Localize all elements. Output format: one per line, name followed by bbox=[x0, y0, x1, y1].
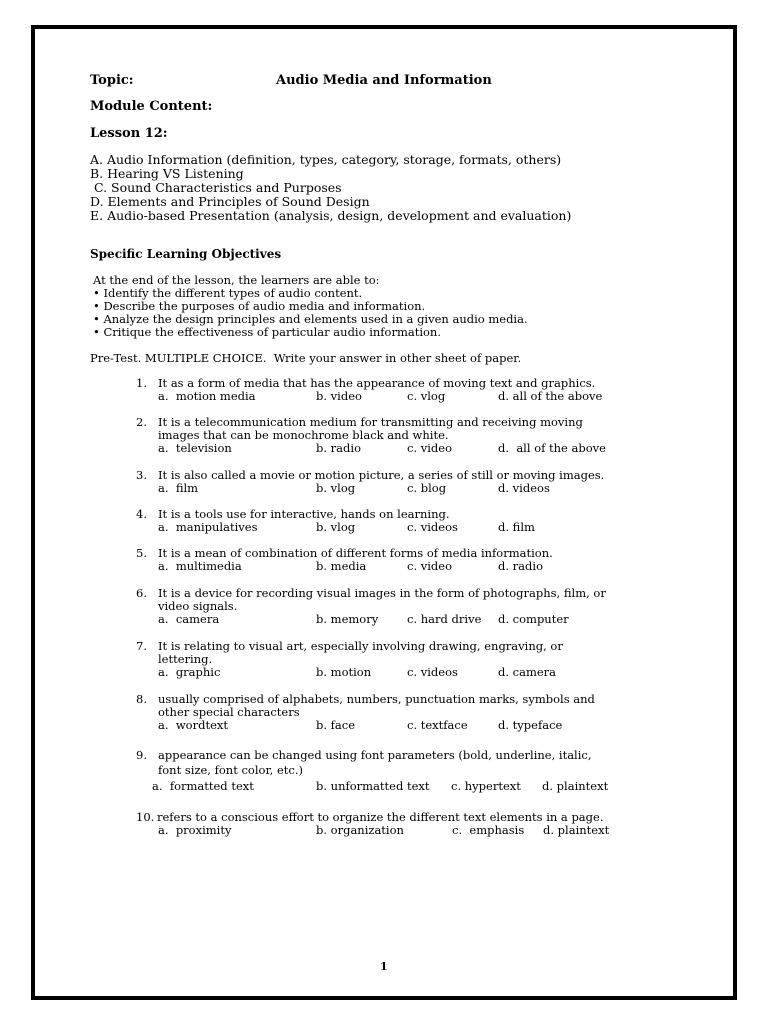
answer-option: c. textface bbox=[407, 718, 468, 732]
answer-option: b. unformatted text bbox=[316, 779, 430, 793]
answer-option: a. formatted text bbox=[152, 779, 254, 793]
question-text: video signals. bbox=[158, 599, 238, 613]
answer-option: b. organization bbox=[316, 823, 404, 837]
module-content-heading: Module Content: bbox=[90, 99, 213, 114]
outline-item: E. Audio-based Presentation (analysis, design, development and evaluation) bbox=[90, 208, 572, 223]
question-number: 8. bbox=[136, 692, 147, 706]
pretest-instructions: Pre-Test. MULTIPLE CHOICE. Write your answer in other sheet of paper. bbox=[90, 351, 522, 365]
answer-option: c. video bbox=[407, 559, 453, 573]
answer-option: d. camera bbox=[498, 665, 557, 679]
answer-option: b. video bbox=[316, 389, 362, 403]
answer-option: a. motion media bbox=[158, 389, 256, 403]
question-text: lettering. bbox=[158, 652, 213, 666]
answer-option: c. videos bbox=[407, 520, 458, 534]
question-text: It is relating to visual art, especially involving drawing, engraving, or bbox=[158, 639, 563, 653]
answer-option: d. typeface bbox=[498, 718, 563, 732]
objectives-intro: At the end of the lesson, the learners are able to: bbox=[93, 273, 380, 287]
question-text: It is a device for recording visual images in the form of photographs, film, or bbox=[158, 586, 606, 600]
question-text: It is a mean of combination of different forms of media information. bbox=[158, 546, 553, 560]
question-number: 9. bbox=[136, 748, 147, 762]
answer-option: c. video bbox=[407, 441, 453, 455]
answer-option: d. radio bbox=[498, 559, 543, 573]
answer-option: a. film bbox=[158, 481, 199, 495]
question-number: 5. bbox=[136, 546, 147, 560]
answer-option: b. motion bbox=[316, 665, 372, 679]
objectives-heading: Specific Learning Objectives bbox=[90, 247, 282, 261]
question-text: refers to a conscious effort to organize the different text elements in a page. bbox=[157, 810, 604, 824]
answer-option: b. media bbox=[316, 559, 367, 573]
objective-item: • Identify the different types of audio content. bbox=[93, 286, 363, 300]
answer-option: d. computer bbox=[498, 612, 569, 626]
question-text: font size, font color, etc.) bbox=[158, 763, 304, 777]
question-text: It is a tools use for interactive, hands on learning. bbox=[158, 507, 450, 521]
answer-option: d. all of the above bbox=[498, 441, 606, 455]
outline-item: D. Elements and Principles of Sound Design bbox=[90, 194, 370, 209]
question-text: other special characters bbox=[158, 705, 300, 719]
answer-option: a. manipulatives bbox=[158, 520, 258, 534]
lesson-heading: Lesson 12: bbox=[90, 126, 168, 141]
answer-option: b. vlog bbox=[316, 520, 356, 534]
answer-option: a. camera bbox=[158, 612, 220, 626]
topic-value: Audio Media and Information bbox=[276, 73, 492, 88]
objective-item: • Analyze the design principles and elements used in a given audio media. bbox=[93, 312, 528, 326]
answer-option: d. all of the above bbox=[498, 389, 603, 403]
answer-option: d. plaintext bbox=[542, 779, 609, 793]
answer-option: a. multimedia bbox=[158, 559, 242, 573]
answer-option: d. plaintext bbox=[543, 823, 610, 837]
question-number: 4. bbox=[136, 507, 147, 521]
answer-option: b. vlog bbox=[316, 481, 356, 495]
answer-option: b. face bbox=[316, 718, 356, 732]
question-number: 6. bbox=[136, 586, 147, 600]
answer-option: b. memory bbox=[316, 612, 379, 626]
question-text: appearance can be changed using font parameters (bold, underline, italic, bbox=[158, 748, 592, 762]
answer-option: c. vlog bbox=[407, 389, 446, 403]
question-text: usually comprised of alphabets, numbers, punctuation marks, symbols and bbox=[158, 692, 595, 706]
answer-option: c. videos bbox=[407, 665, 458, 679]
objective-item: • Describe the purposes of audio media and information. bbox=[93, 299, 426, 313]
answer-option: b. radio bbox=[316, 441, 361, 455]
answer-option: a. wordtext bbox=[158, 718, 228, 732]
question-text: It is a telecommunication medium for transmitting and receiving moving bbox=[158, 415, 583, 429]
answer-option: a. proximity bbox=[158, 823, 232, 837]
question-number: 1. bbox=[136, 376, 147, 390]
outline-item: C. Sound Characteristics and Purposes bbox=[90, 180, 342, 195]
question-text: It as a form of media that has the appearance of moving text and graphics. bbox=[158, 376, 596, 390]
answer-option: d. videos bbox=[498, 481, 550, 495]
outline-item: A. Audio Information (definition, types, category, storage, formats, others) bbox=[90, 152, 562, 167]
outline-item: B. Hearing VS Listening bbox=[90, 166, 244, 181]
topic-label: Topic: bbox=[90, 73, 134, 88]
objective-item: • Critique the effectiveness of particular audio information. bbox=[93, 325, 441, 339]
question-number: 2. bbox=[136, 415, 147, 429]
page-number: 1 bbox=[380, 960, 388, 973]
answer-option: a. graphic bbox=[158, 665, 221, 679]
answer-option: d. film bbox=[498, 520, 535, 534]
answer-option: c. blog bbox=[407, 481, 447, 495]
question-number: 3. bbox=[136, 468, 147, 482]
question-text: It is also called a movie or motion picture, a series of still or moving images. bbox=[158, 468, 605, 482]
question-number: 10. bbox=[136, 810, 155, 824]
answer-option: c. hypertext bbox=[451, 779, 521, 793]
question-number: 7. bbox=[136, 639, 147, 653]
question-text: images that can be monochrome black and white. bbox=[158, 428, 449, 442]
answer-option: a. television bbox=[158, 441, 232, 455]
answer-option: c. hard drive bbox=[407, 612, 482, 626]
answer-option: c. emphasis bbox=[452, 823, 525, 837]
